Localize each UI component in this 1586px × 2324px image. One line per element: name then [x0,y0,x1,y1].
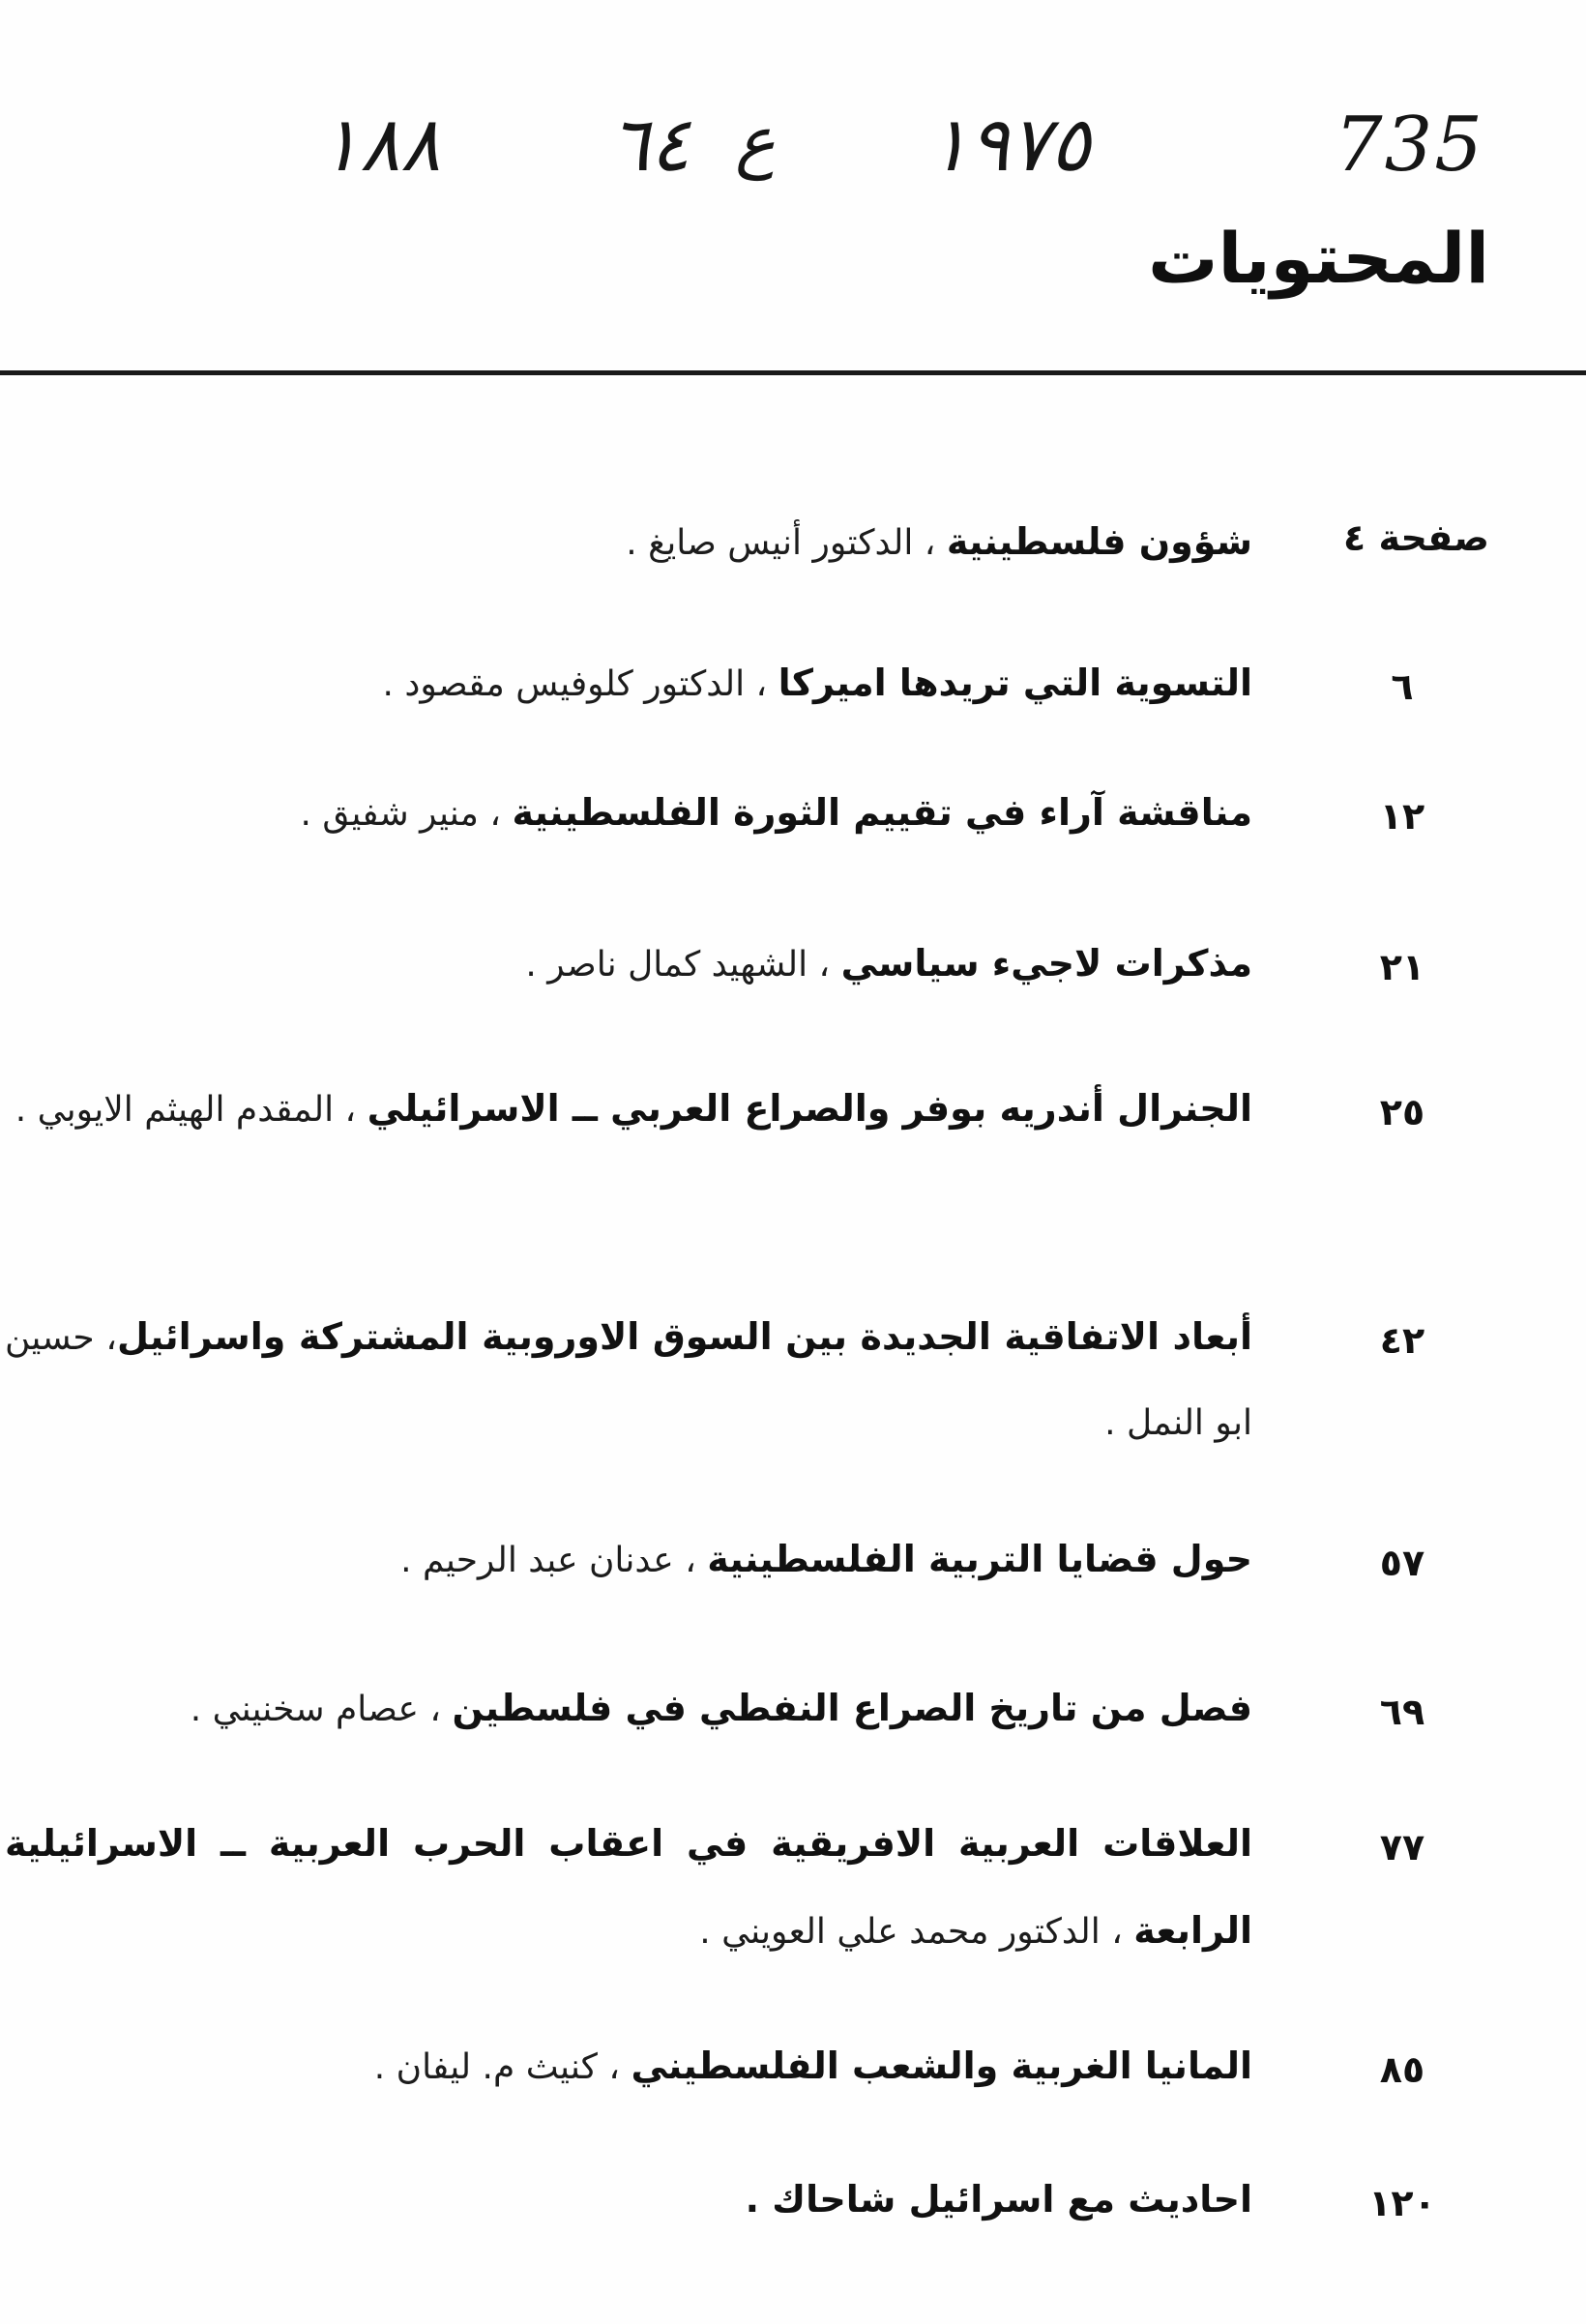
article-author: ، الدكتور أنيس صايغ . [626,523,947,563]
toc-entry [374,2023,1252,2110]
toc-page-number [1325,516,1489,559]
toc-page-number: ٤٢ [1379,1319,1425,1362]
toc-entry [626,499,1252,586]
page-label: صفحة [1378,516,1489,559]
article-author: ، كنيث م. ليفان . [373,2047,631,2087]
toc-entry [746,2157,1252,2244]
toc-page-number: ٥٧ [1379,1542,1425,1584]
article-author: ، الشهيد كمال ناصر . [525,945,841,985]
article-title: احاديث مع اسرائيل شاحاك . [745,2178,1252,2221]
article-title: مذكرات لاجيء سياسي [840,942,1252,985]
page-title: المحتويات [1148,218,1489,299]
article-author: ، الدكتور محمد علي العويني . [699,1912,1134,1952]
toc-page-number: ٢١ [1379,946,1425,988]
article-author: ، المقدم الهيثم الايوبي . [15,1090,367,1130]
article-title: المانيا الغربية والشعب الفلسطيني [631,2045,1252,2087]
toc-entry [383,640,1252,727]
toc-entry [191,1665,1252,1752]
toc-page-number: ٦٩ [1379,1691,1425,1733]
handwritten-issue-letter: ع [735,102,776,181]
article-title: شؤون فلسطينية [946,520,1252,563]
page-number-value: ٤ [1343,516,1366,559]
toc-page-number: ٧٧ [1379,1826,1425,1868]
article-title: مناقشة آراء في تقييم الثورة الفلسطينية [512,791,1252,834]
article-title: العلاقات العربية الافريقية في اعقاب الحرب العربية ــ الاسرائيلية الرابعة [5,1822,1252,1952]
handwritten-call-number: 735 [1335,102,1484,189]
toc-page-number: ١٢٠ [1368,2182,1436,2224]
toc-page-number: ٢٥ [1379,1091,1425,1133]
handwritten-issue-number: ٦٤ [609,102,690,189]
toc-entry [525,921,1252,1008]
toc-page-number: ٨٥ [1379,2048,1425,2091]
handwritten-year: ١٩٧٥ [928,102,1091,189]
article-title: فصل من تاريخ الصراع النفطي في فلسطين [452,1687,1252,1729]
article-title: الجنرال أندريه بوفر والصراع العربي ــ الاسرائيلي [367,1087,1252,1130]
toc-entry [5,1801,1252,1975]
toc-entry [300,770,1252,857]
article-title: أبعاد الاتفاقية الجديدة بين السوق الاوروبية المشتركة واسرائيل [116,1315,1252,1358]
article-author: ، الدكتور كلوفيس مقصود . [382,664,778,704]
handwritten-page-count: ١٨٨ [319,102,441,189]
article-author: ، عدنان عبد الرحيم . [400,1541,708,1580]
article-title: التسوية التي تريدها اميركا [778,662,1252,704]
toc-entry [400,1516,1252,1603]
article-author: ، منير شفيق . [300,794,513,834]
toc-entry [5,1294,1252,1466]
article-author: ، حسين ابو النمل . [5,1318,1252,1443]
toc-entry [5,1066,1252,1153]
toc-page-number: ١٢ [1379,795,1425,838]
article-author: ، عصام سخنيني . [190,1690,453,1729]
article-title: حول قضايا التربية الفلسطينية [707,1538,1252,1580]
toc-page-number: ٦ [1391,665,1414,708]
